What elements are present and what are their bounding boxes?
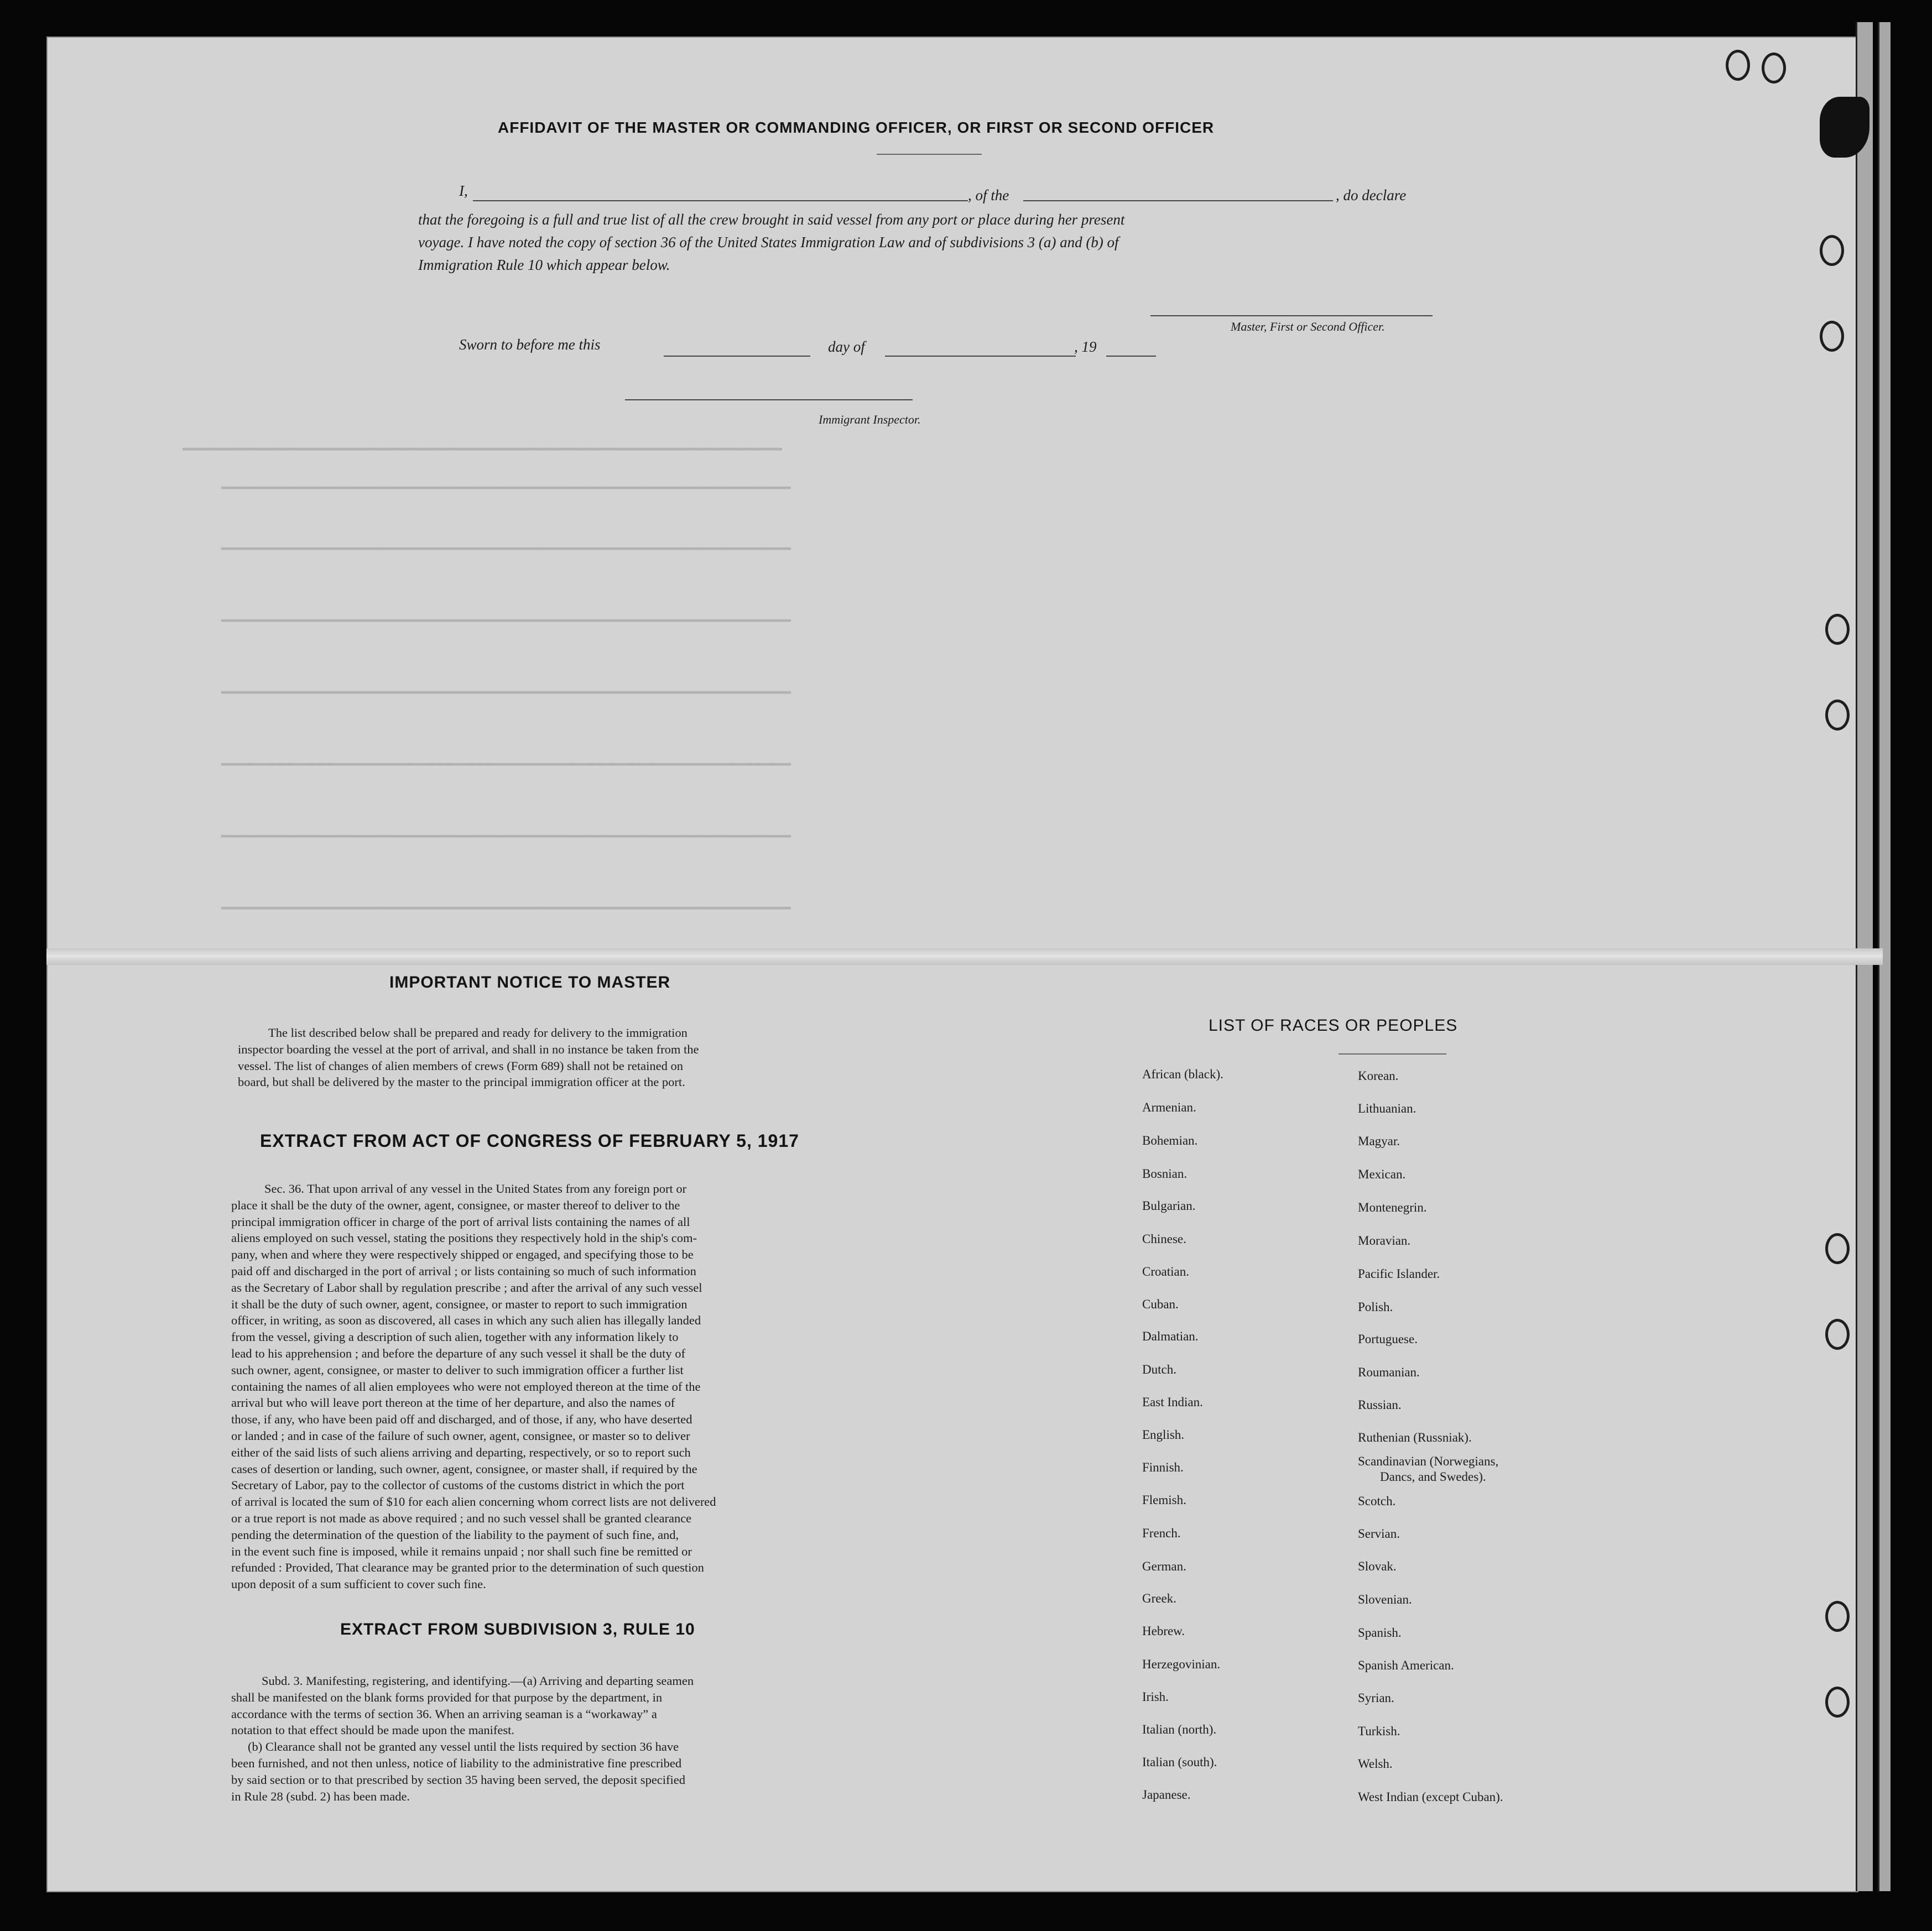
race-item: Mexican. <box>1358 1167 1406 1181</box>
rule-line: been furnished, and not then unless, notice of liability to the administrative fine prescribed <box>231 1756 682 1770</box>
bleed-through-mark: ▁▁▁▁▁▁▁▁▁▁▁▁▁▁▁▁▁▁▁▁▁▁▁▁▁▁▁▁▁▁▁▁▁▁▁▁▁▁▁▁▁▁▁▁▁▁▁▁▁▁▁▁▁▁▁▁▁ <box>221 470 791 489</box>
race-item: Dalmatian. <box>1142 1329 1199 1343</box>
affidavit-do-declare: , do declare <box>1336 187 1407 203</box>
master-signature-line[interactable] <box>1150 315 1433 316</box>
race-item: Polish. <box>1358 1300 1393 1314</box>
race-item: Ruthenian (Russniak). <box>1358 1431 1472 1444</box>
race-item: Chinese. <box>1142 1232 1186 1246</box>
race-item: West Indian (except Cuban). <box>1358 1790 1503 1804</box>
act-line: or landed ; and in case of the failure of such owner, agent, consignee, or master so to deliver <box>231 1428 690 1443</box>
notice-line: The list described below shall be prepared and ready for delivery to the immigration <box>268 1026 688 1040</box>
rule-line: by said section or to that prescribed by section 35 having been served, the deposit specified <box>231 1772 686 1787</box>
race-item: French. <box>1142 1526 1181 1540</box>
rule-extract-text <box>231 1673 863 1804</box>
act-line: arrival but who will leave port thereon at the time of her departure, and also the names of <box>231 1396 675 1410</box>
act-line: upon deposit of a sum sufficient to cover such fine. <box>231 1577 486 1591</box>
rule-extract-title: EXTRACT FROM SUBDIVISION 3, RULE 10 <box>340 1620 695 1638</box>
punch-hole <box>1825 614 1850 645</box>
act-line: place it shall be the duty of the owner, agent, consignee, or master thereof to deliver to the <box>231 1198 680 1212</box>
act-line: from the vessel, giving a description of such alien, together with any information likely to <box>231 1330 679 1344</box>
race-item: African (black). <box>1142 1067 1223 1081</box>
race-item: Armenian. <box>1142 1100 1196 1114</box>
punch-hole <box>1825 1601 1850 1632</box>
act-line: or a true report is not made as above required ; and no such vessel shall be granted clearance <box>231 1511 692 1525</box>
notice-text <box>238 1025 863 1090</box>
race-item: Slovenian. <box>1358 1593 1412 1606</box>
race-item: Syrian. <box>1358 1691 1394 1705</box>
race-item: Bosnian. <box>1142 1167 1188 1181</box>
act-line: pending the determination of the question of the liability to the payment of such fine, and, <box>231 1527 679 1542</box>
bleed-through-mark: ▁▁▁▁▁▁▁▁▁▁▁▁▁▁▁▁▁▁▁▁▁▁▁▁▁▁▁▁▁▁▁▁▁▁▁▁▁▁▁▁▁▁▁▁▁▁▁▁▁▁▁▁▁▁▁▁▁ <box>221 890 791 910</box>
act-line: cases of desertion or landing, such owner, agent, consignee, or master shall, if required by the <box>231 1462 697 1476</box>
race-item: German. <box>1142 1559 1186 1573</box>
inspector-signature-line[interactable] <box>625 399 913 400</box>
ink-blot <box>1820 97 1869 158</box>
act-line: paid off and discharged in the port of arrival ; or lists containing so much of such information <box>231 1264 696 1278</box>
race-item: Italian (south). <box>1142 1755 1217 1769</box>
name-blank-line[interactable] <box>473 200 968 201</box>
race-item: English. <box>1142 1428 1185 1442</box>
act-line: pany, when and where they were respectively shipped or engaged, and specifying those to be <box>231 1248 694 1262</box>
races-title: LIST OF RACES OR PEOPLES <box>1209 1016 1458 1035</box>
sworn-label: Sworn to before me this <box>459 336 601 353</box>
rule-line: (b) Clearance shall not be granted any vessel until the lists required by section 36 have <box>248 1740 679 1754</box>
race-item: Greek. <box>1142 1591 1176 1605</box>
race-item: Cuban. <box>1142 1297 1179 1311</box>
race-item: East Indian. <box>1142 1395 1203 1409</box>
race-item: Korean. <box>1358 1069 1399 1083</box>
act-extract-text <box>231 1181 863 1593</box>
race-item: Roumanian. <box>1358 1365 1420 1379</box>
rule-line: notation to that effect should be made upon the manifest. <box>231 1723 514 1737</box>
vessel-blank-line[interactable] <box>1023 200 1333 201</box>
race-item: Montenegrin. <box>1358 1201 1427 1214</box>
race-item: Croatian. <box>1142 1265 1189 1278</box>
rule-line: in Rule 28 (subd. 2) has been made. <box>231 1789 410 1803</box>
race-item: Scotch. <box>1358 1494 1396 1508</box>
race-item: Finnish. <box>1142 1460 1184 1474</box>
bleed-through-mark: ▁▁▁▁▁▁▁▁▁▁▁▁▁▁▁▁▁▁▁▁▁▁▁▁▁▁▁▁▁▁▁▁▁▁▁▁▁▁▁▁▁▁▁▁▁▁▁▁▁▁▁▁▁▁▁▁▁ <box>221 818 791 838</box>
month-line[interactable] <box>885 356 1076 357</box>
act-line: aliens employed on such vessel, stating the positions they respectively hold in the ship's com- <box>231 1231 697 1245</box>
fold-crease <box>46 948 1883 965</box>
race-item: Turkish. <box>1358 1724 1400 1738</box>
race-item: Irish. <box>1142 1690 1169 1704</box>
act-line: officer, in writing, as soon as discovered, all cases in which any such alien has illegally landed <box>231 1313 701 1328</box>
race-item: Lithuanian. <box>1358 1102 1417 1115</box>
race-item: Pacific Islander. <box>1358 1267 1440 1281</box>
punch-hole <box>1820 235 1844 266</box>
race-item: Portuguese. <box>1358 1332 1418 1346</box>
rule-line: Subd. 3. Manifesting, registering, and identifying.—(a) Arriving and departing seamen <box>262 1674 694 1688</box>
race-item: Hebrew. <box>1142 1624 1185 1638</box>
race-item: Scandinavian (Norwegians, <box>1358 1454 1499 1468</box>
act-line: Sec. 36. That upon arrival of any vessel in the United States from any foreign port or <box>264 1182 687 1196</box>
act-line: lead to his apprehension ; and before the departure of any such vessel it shall be the duty of <box>231 1346 685 1360</box>
bleed-through-mark: ▁▁▁▁▁▁▁▁▁▁▁▁▁▁▁▁▁▁▁▁▁▁▁▁▁▁▁▁▁▁▁▁▁▁▁▁▁▁▁▁▁▁▁▁▁▁▁▁▁▁▁▁▁▁▁▁▁ <box>221 675 791 694</box>
year-prefix: , 19 <box>1074 338 1097 355</box>
race-item: Moravian. <box>1358 1234 1411 1248</box>
punch-hole <box>1762 53 1786 83</box>
affidavit-i-label: I, <box>459 182 468 199</box>
rule-line: accordance with the terms of section 36. When an arriving seaman is a “workaway” a <box>231 1706 657 1721</box>
punch-hole <box>1820 321 1844 352</box>
races-title-underline <box>1339 1053 1446 1055</box>
race-item: Herzegovinian. <box>1142 1657 1221 1671</box>
punch-hole <box>1825 1233 1850 1264</box>
bleed-through-mark: ▁▁▁▁▁▁▁▁▁▁▁▁▁▁▁▁▁▁▁▁▁▁▁▁▁▁▁▁▁▁▁▁▁▁▁▁▁▁▁▁▁▁▁▁▁▁▁▁▁▁▁▁▁▁▁▁▁▁▁▁ <box>183 431 782 451</box>
sworn-day-line[interactable] <box>664 356 810 357</box>
act-line: in the event such fine is imposed, while it remains unpaid ; nor shall such fine be remitted or <box>231 1544 692 1558</box>
race-item: Spanish American. <box>1358 1658 1454 1672</box>
race-item: Dancs, and Swedes). <box>1380 1470 1486 1484</box>
punch-hole <box>1825 700 1850 730</box>
race-item: Spanish. <box>1358 1626 1402 1640</box>
act-line: principal immigration officer in charge of the port of arrival lists containing the names of all <box>231 1214 690 1229</box>
year-line[interactable] <box>1106 356 1156 357</box>
punch-hole <box>1825 1319 1850 1350</box>
act-extract-title: EXTRACT FROM ACT OF CONGRESS OF FEBRUARY 5, 1917 <box>260 1131 799 1151</box>
act-line: it shall be the duty of such owner, agent, consignee, or master to report to such immigration <box>231 1297 688 1311</box>
affidavit-body-line: Immigration Rule 10 which appear below. <box>418 257 670 273</box>
race-item: Bulgarian. <box>1142 1199 1196 1213</box>
act-line: such owner, agent, consignee, or master to deliver to such immigration officer a further list <box>231 1363 684 1377</box>
act-line: refunded : Provided, That clearance may be granted prior to the determination of such question <box>231 1561 704 1575</box>
act-line: of arrival is located the sum of $10 for each alien concerning whom correct lists are not delivered <box>231 1495 716 1509</box>
affidavit-body-line: that the foregoing is a full and true list of all the crew brought in said vessel from any port or place during her present <box>418 211 1125 228</box>
race-item: Flemish. <box>1142 1493 1186 1507</box>
act-line: as the Secretary of Labor shall by regulation prescribe ; and after the arrival of any such vessel <box>231 1280 702 1295</box>
notice-line: vessel. The list of changes of alien members of crews (Form 689) shall not be retained on <box>238 1058 683 1073</box>
title-underline <box>877 154 982 155</box>
race-item: Russian. <box>1358 1398 1402 1412</box>
master-signature-caption: Master, First or Second Officer. <box>1231 320 1385 333</box>
notice-line: board, but shall be delivered by the master to the principal immigration officer at the port. <box>238 1075 685 1089</box>
race-item: Japanese. <box>1142 1788 1191 1802</box>
affidavit-body-line: voyage. I have noted the copy of section 36 of the United States Immigration Law and of subdivisions 3 (a) and (b) of <box>418 234 1119 250</box>
race-item: Bohemian. <box>1142 1134 1198 1147</box>
race-item: Dutch. <box>1142 1363 1176 1376</box>
race-item: Magyar. <box>1358 1134 1400 1148</box>
act-line: those, if any, who have been paid off and discharged, and of those, if any, who have deserted <box>231 1412 692 1427</box>
notice-line: inspector boarding the vessel at the port of arrival, and shall in no instance be taken from the <box>238 1042 699 1056</box>
act-line: either of the said lists of such aliens arriving and departing, respectively, or so to report such <box>231 1445 691 1459</box>
affidavit-title: AFFIDAVIT OF THE MASTER OR COMMANDING OFFICER, OR FIRST OR SECOND OFFICER <box>498 119 1215 136</box>
act-line: Secretary of Labor, pay to the collector of customs of the customs district in which the port <box>231 1478 685 1492</box>
bleed-through-mark: ▁▁▁▁▁▁▁▁▁▁▁▁▁▁▁▁▁▁▁▁▁▁▁▁▁▁▁▁▁▁▁▁▁▁▁▁▁▁▁▁▁▁▁▁▁▁▁▁▁▁▁▁▁▁▁▁▁ <box>221 531 791 550</box>
race-item: Italian (north). <box>1142 1723 1217 1736</box>
punch-hole <box>1825 1687 1850 1718</box>
notice-title: IMPORTANT NOTICE TO MASTER <box>389 973 671 991</box>
punch-hole <box>1726 50 1750 81</box>
affidavit-of-the: , of the <box>968 187 1009 203</box>
race-item: Slovak. <box>1358 1559 1397 1573</box>
bleed-through-mark: ▁▁▁▁▁▁▁▁▁▁▁▁▁▁▁▁▁▁▁▁▁▁▁▁▁▁▁▁▁▁▁▁▁▁▁▁▁▁▁▁▁▁▁▁▁▁▁▁▁▁▁▁▁▁▁▁▁ <box>221 747 791 766</box>
inspector-caption: Immigrant Inspector. <box>819 413 921 426</box>
race-item: Servian. <box>1358 1527 1400 1541</box>
race-item: Welsh. <box>1358 1757 1393 1771</box>
rule-line: shall be manifested on the blank forms provided for that purpose by the department, in <box>231 1690 663 1704</box>
day-of-label: day of <box>828 338 865 355</box>
bleed-through-mark: ▁▁▁▁▁▁▁▁▁▁▁▁▁▁▁▁▁▁▁▁▁▁▁▁▁▁▁▁▁▁▁▁▁▁▁▁▁▁▁▁▁▁▁▁▁▁▁▁▁▁▁▁▁▁▁▁▁ <box>221 603 791 622</box>
act-line: containing the names of all alien employees who were not employed thereon at the time of the <box>231 1379 701 1394</box>
